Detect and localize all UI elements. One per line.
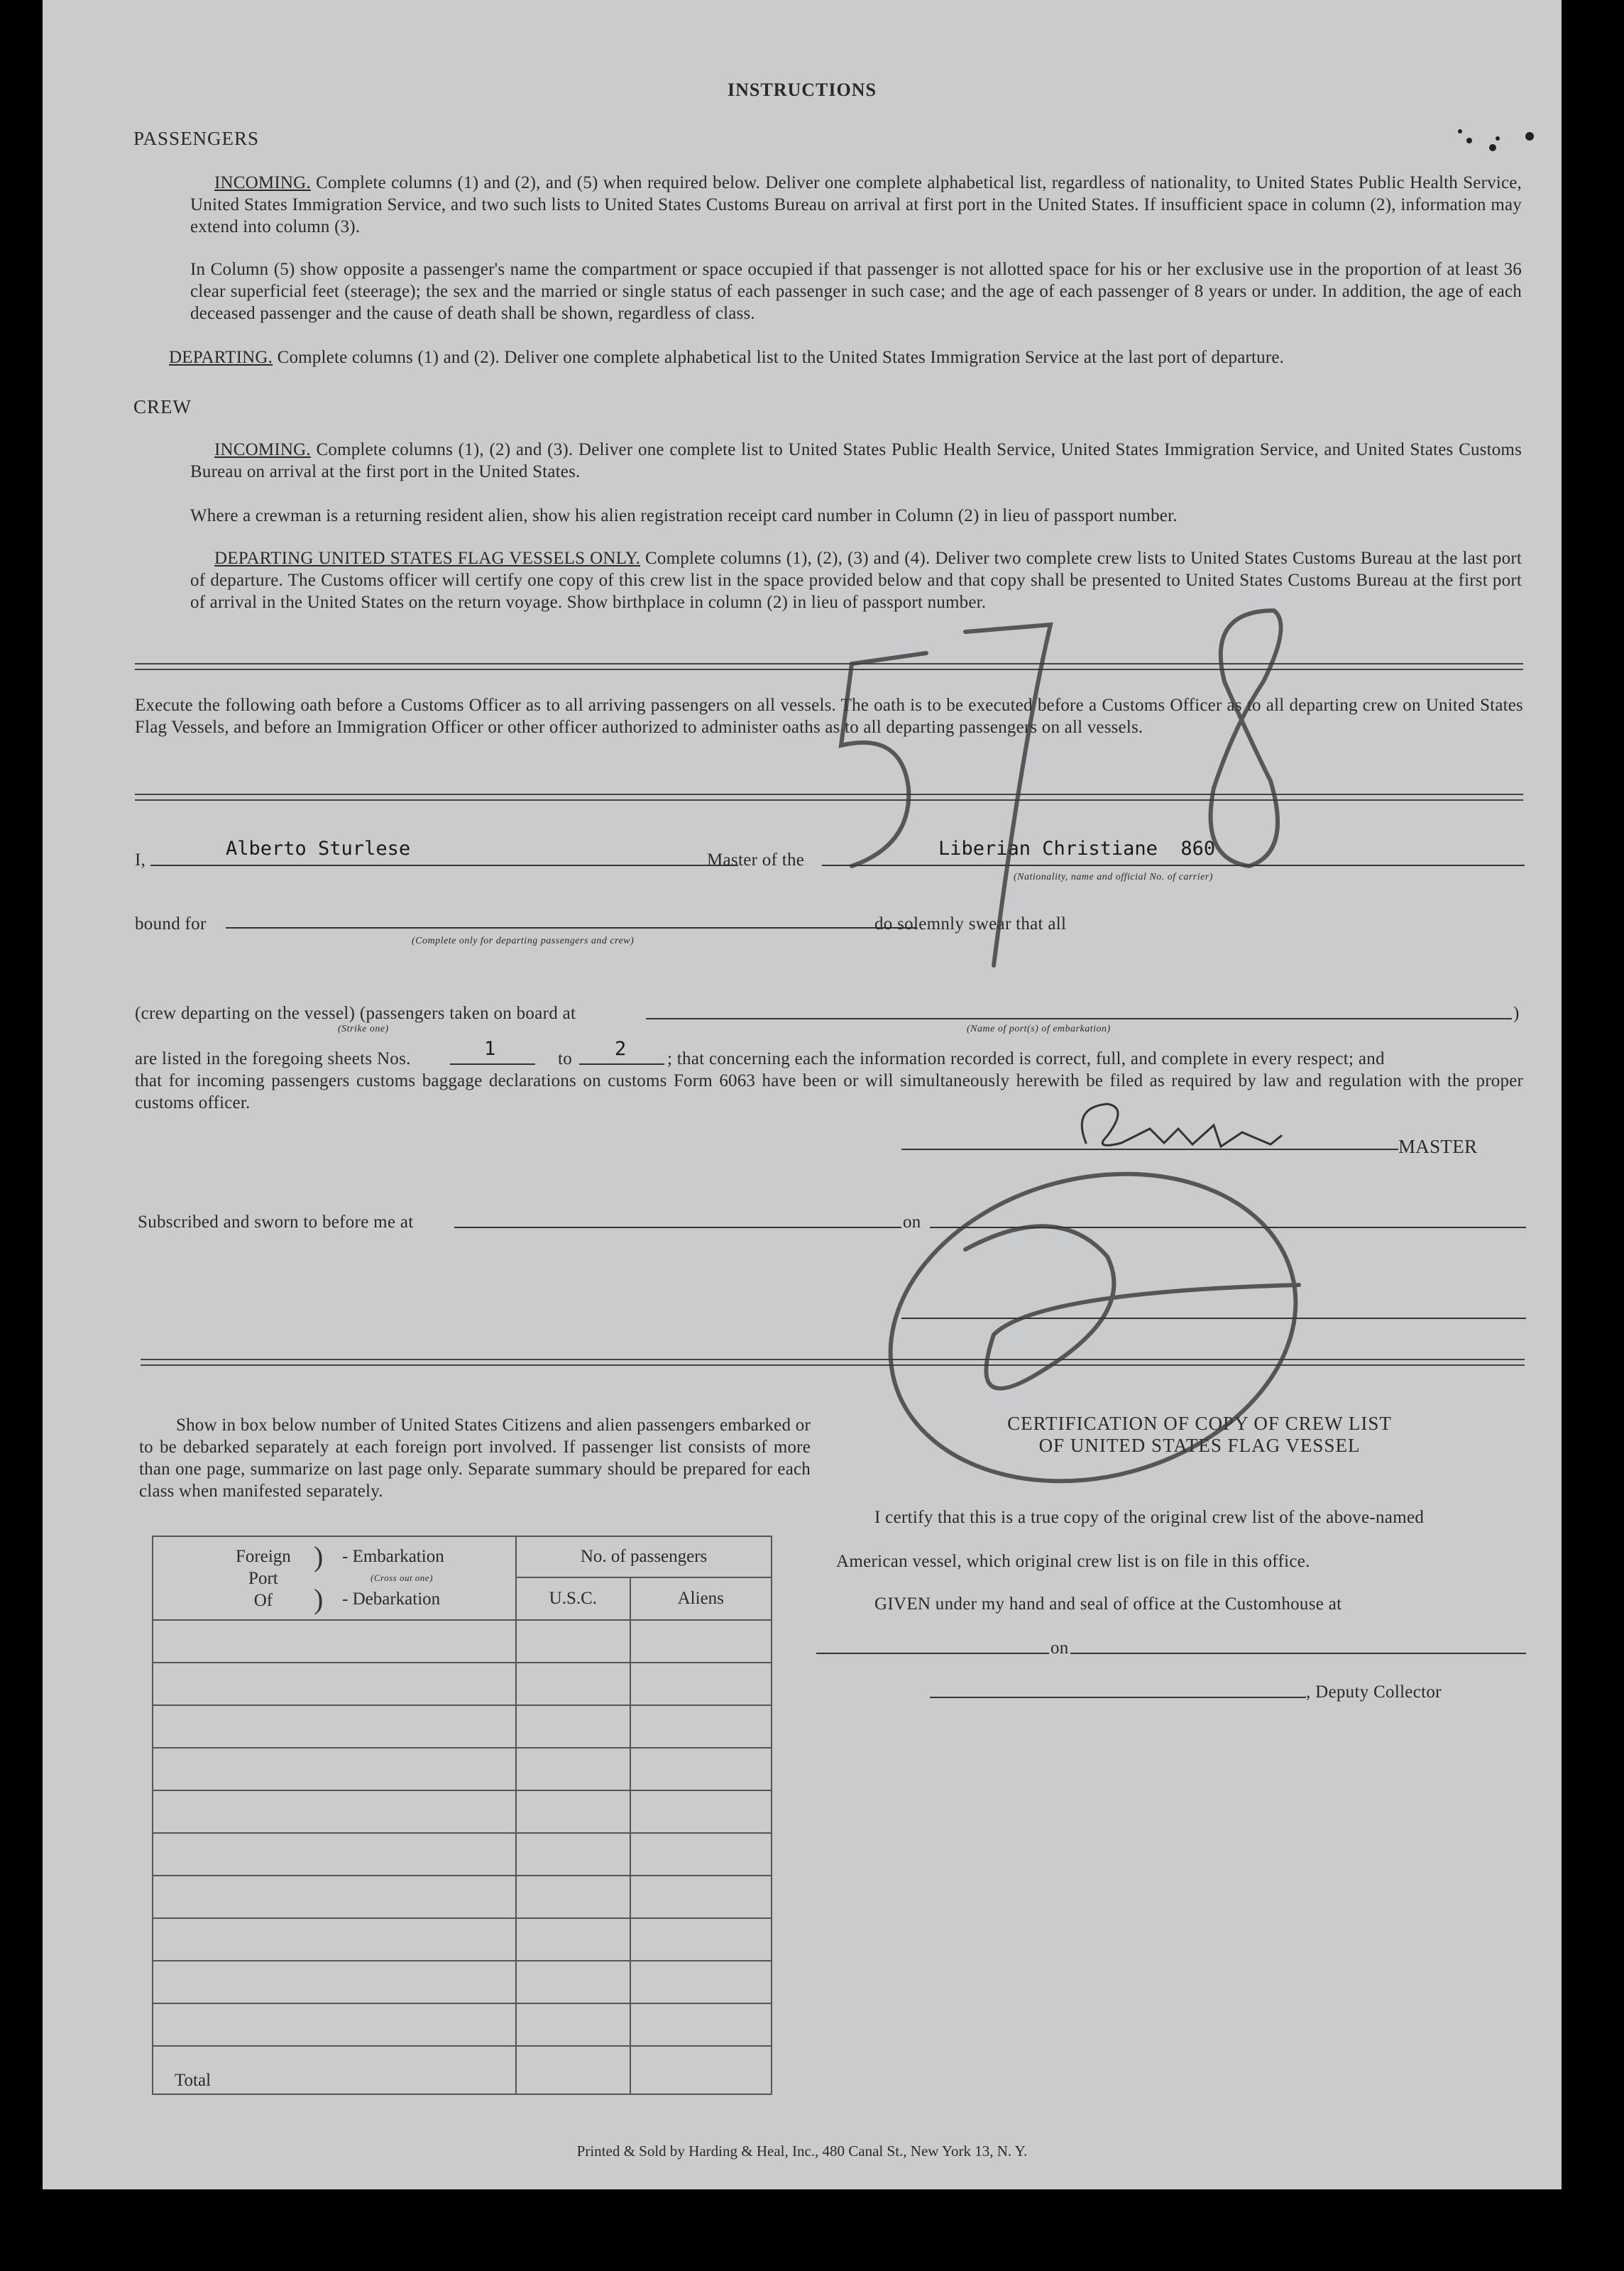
aliens-cell[interactable] [630, 1663, 772, 1705]
total-label: Total [153, 2046, 516, 2094]
on-label: on [903, 1213, 921, 1232]
crew-incoming-label: INCOMING. [214, 440, 311, 459]
no-passengers-header: No. of passengers [516, 1536, 772, 1577]
port-cell[interactable] [153, 1833, 516, 1876]
vessel-line [822, 865, 1525, 866]
port-cell[interactable] [153, 1790, 516, 1833]
handwritten-digit-8 [1211, 611, 1281, 866]
usc-cell[interactable] [516, 1663, 630, 1705]
usc-cell[interactable] [516, 1918, 630, 1961]
crew-incoming-paragraph [190, 439, 1522, 483]
divider [135, 794, 1523, 801]
passengers-incoming-text: Complete columns (1) and (2), and (5) when required below. Deliver one complete alphabetical list, regardless of nationality, to United States Public Health Service, United States Immigration Service, and two such lists to United States Customs Bureau on arrival at first port in the United States. If insufficient space in column (2), information may extend into column (3). [190, 173, 1522, 236]
table-row [153, 1663, 772, 1705]
strike-caption: (Strike one) [338, 1024, 389, 1034]
of-label: Of [253, 1591, 273, 1610]
certification-title-line2: OF UNITED STATES FLAG VESSEL [1038, 1435, 1361, 1456]
port-header-cell [153, 1536, 516, 1620]
table-header-row [153, 1536, 772, 1577]
master-label: MASTER [1398, 1136, 1478, 1157]
aliens-cell[interactable] [630, 1876, 772, 1918]
american-vessel-text: American vessel, which original crew list is on file in this office. [836, 1552, 1310, 1571]
usc-header: U.S.C. [516, 1577, 630, 1620]
aliens-total-cell[interactable] [630, 2046, 772, 2094]
passengers-departing-paragraph [169, 346, 1522, 368]
table-row [153, 1748, 772, 1790]
master-name-line [150, 865, 738, 866]
officer-signature-line [901, 1318, 1526, 1319]
usc-total-cell[interactable] [516, 2046, 630, 2094]
crew-departing-label: DEPARTING UNITED STATES FLAG VESSELS ONLY. [214, 549, 641, 568]
port-caption: (Name of port(s) of embarkation) [967, 1024, 1111, 1034]
table-row [153, 1876, 772, 1918]
aliens-cell[interactable] [630, 1748, 772, 1790]
listed-text: are listed in the foregoing sheets Nos. [135, 1049, 411, 1068]
table-row [153, 1705, 772, 1748]
table-total-row [153, 2046, 772, 2094]
usc-cell[interactable] [516, 2003, 630, 2046]
certification-title [880, 1413, 1519, 1457]
port-cell[interactable] [153, 1705, 516, 1748]
i-label: I, [135, 850, 146, 870]
table-row [153, 1961, 772, 2003]
table-row [153, 1620, 772, 1663]
handwritten-circle [856, 1130, 1331, 1525]
master-name-field[interactable]: Alberto Sturlese [226, 838, 411, 860]
deputy-collector-label: , Deputy Collector [1306, 1682, 1442, 1702]
certification-on-label: on [1050, 1638, 1069, 1658]
usc-cell[interactable] [516, 1620, 630, 1663]
aliens-cell[interactable] [630, 1620, 772, 1663]
passengers-column5-paragraph: In Column (5) show opposite a passenger's name the compartment or space occupied if that passenger is not allotted space for his or her exclusive use in the proportion of at least 36 clear superficial feet (steerage); the sex and the married or single status of each passenger in such case; and the age of each passenger of 8 years or under. In addition, the age of each deceased passenger and the cause of death shall be shown, regardless of class. [190, 260, 1522, 323]
divider [135, 663, 1523, 670]
port-cell[interactable] [153, 1748, 516, 1790]
customhouse-line [816, 1653, 1049, 1654]
subscribed-place-line [454, 1227, 901, 1228]
page-title: INSTRUCTIONS [728, 80, 877, 100]
table-row [153, 1790, 772, 1833]
sheet-from-line [450, 1063, 535, 1065]
bound-for-label: bound for [135, 914, 207, 934]
foreign-label: Foreign [236, 1547, 291, 1566]
master-of-label: Master of the [707, 850, 805, 870]
embarkation-label: - Embarkation [342, 1547, 444, 1566]
crew-passengers-text: (crew departing on the vessel) (passengers taken on board at [135, 1004, 576, 1023]
table-row [153, 2003, 772, 2046]
swear-text: do solemnly swear that all [874, 914, 1067, 934]
port-label: Port [248, 1569, 278, 1588]
bound-for-line [226, 927, 917, 929]
to-label: to [558, 1049, 573, 1068]
aliens-cell[interactable] [630, 1790, 772, 1833]
bound-for-caption: (Complete only for departing passengers and crew) [412, 936, 635, 946]
passengers-heading: PASSENGERS [133, 128, 260, 149]
close-paren: ) [1513, 1004, 1520, 1023]
usc-cell[interactable] [516, 1876, 630, 1918]
aliens-cell[interactable] [630, 1705, 772, 1748]
brace-bottom: ) [314, 1583, 324, 1615]
oath-instruction: Execute the following oath before a Customs Officer as to all arriving passengers on all vessels. The oath is to be executed before a Customs Officer as to all departing crew on United States Flag Vessels, and before an Immigration Officer or other officer authorized to administer oaths as to all departing passengers on all vessels. [135, 696, 1523, 737]
aliens-cell[interactable] [630, 1833, 772, 1876]
usc-cell[interactable] [516, 1961, 630, 2003]
subscribed-label: Subscribed and sworn to before me at [138, 1213, 414, 1232]
passengers-incoming-paragraph [190, 172, 1522, 238]
aliens-cell[interactable] [630, 1961, 772, 2003]
usc-cell[interactable] [516, 1705, 630, 1748]
deputy-signature-line [930, 1697, 1306, 1698]
aliens-header: Aliens [630, 1577, 772, 1620]
port-cell[interactable] [153, 1961, 516, 2003]
port-cell[interactable] [153, 1620, 516, 1663]
given-text: GIVEN under my hand and seal of office at the Customhouse at [874, 1594, 1342, 1614]
crew-heading: CREW [133, 396, 192, 417]
aliens-cell[interactable] [630, 2003, 772, 2046]
embarkation-port-line [646, 1018, 1512, 1019]
concerning-text: ; that concerning each the information recorded is correct, full, and complete in every respect; and [667, 1049, 1385, 1068]
document-page [43, 0, 1562, 2189]
port-cell[interactable] [153, 1918, 516, 1961]
crew-resident-paragraph: Where a crewman is a returning resident alien, show his alien registration receipt card number in Column (2) in lieu of passport number. [190, 506, 1178, 525]
vessel-caption: (Nationality, name and official No. of carrier) [1014, 872, 1213, 882]
port-cell[interactable] [153, 2003, 516, 2046]
usc-cell[interactable] [516, 1790, 630, 1833]
passengers-departing-label: DEPARTING. [169, 348, 273, 367]
master-signature-line [901, 1149, 1398, 1150]
handwritten-digit-5 [841, 653, 926, 866]
summary-instructions: Show in box below number of United States Citizens and alien passengers embarked or to be debarked separately at each foreign port involved. If passenger list consists of more than one page, summarize on last page only. Separate summary should be prepared for each class when manifested separately. [139, 1416, 811, 1501]
usc-cell[interactable] [516, 1833, 630, 1876]
sheet-to-field[interactable]: 2 [615, 1038, 627, 1060]
debarkation-label: - Debarkation [342, 1589, 441, 1609]
crew-departing-text: Complete columns (1), (2), (3) and (4). Deliver two complete crew lists to United States Customs Bureau at the last port of departure. The Customs officer will certify one copy of this crew list in the space provided below and that copy shall be presented to United States Customs Bureau at the first port of arrival in the United States on the return voyage. Show birthplace in column (2) in lieu of passport number. [190, 549, 1522, 612]
passengers-incoming-label: INCOMING. [214, 173, 311, 192]
brace-top: ) [314, 1541, 324, 1572]
usc-cell[interactable] [516, 1748, 630, 1790]
sheet-from-field[interactable]: 1 [484, 1038, 496, 1060]
printer-footer: Printed & Sold by Harding & Heal, Inc., 480 Canal St., New York 13, N. Y. [576, 2143, 1028, 2160]
subscribed-date-line [930, 1227, 1526, 1228]
crew-incoming-text: Complete columns (1), (2) and (3). Deliver one complete list to United States Public Health Service, United States Immigration Service, and United States Customs Bureau on arrival at the first port in the United States. [190, 440, 1522, 481]
cross-out-caption: (Cross out one) [371, 1572, 433, 1583]
certify-text: I certify that this is a true copy of the original crew list of the above-named [874, 1508, 1425, 1527]
certification-title-line1: CERTIFICATION OF COPY OF CREW LIST [1007, 1413, 1392, 1434]
foreign-port-of-label [236, 1545, 291, 1611]
baggage-text: that for incoming passengers customs baggage declarations on customs Form 6063 have been or will simultaneously herewith be filed as required by law and regulation with the proper customs officer. [135, 1071, 1523, 1112]
crew-departing-paragraph [190, 547, 1522, 613]
port-cell[interactable] [153, 1876, 516, 1918]
table-row [153, 1833, 772, 1876]
table-row [153, 1918, 772, 1961]
vessel-field[interactable]: Liberian Christiane 860 [938, 838, 1216, 860]
port-cell[interactable] [153, 1663, 516, 1705]
aliens-cell[interactable] [630, 1918, 772, 1961]
certification-date-line [1070, 1653, 1526, 1654]
passengers-departing-text: Complete columns (1) and (2). Deliver one complete alphabetical list to the United States Immigration Service at the last port of departure. [277, 348, 1285, 367]
sheet-to-line [579, 1063, 664, 1065]
passenger-summary-table [152, 1536, 772, 2095]
divider [141, 1359, 1525, 1366]
